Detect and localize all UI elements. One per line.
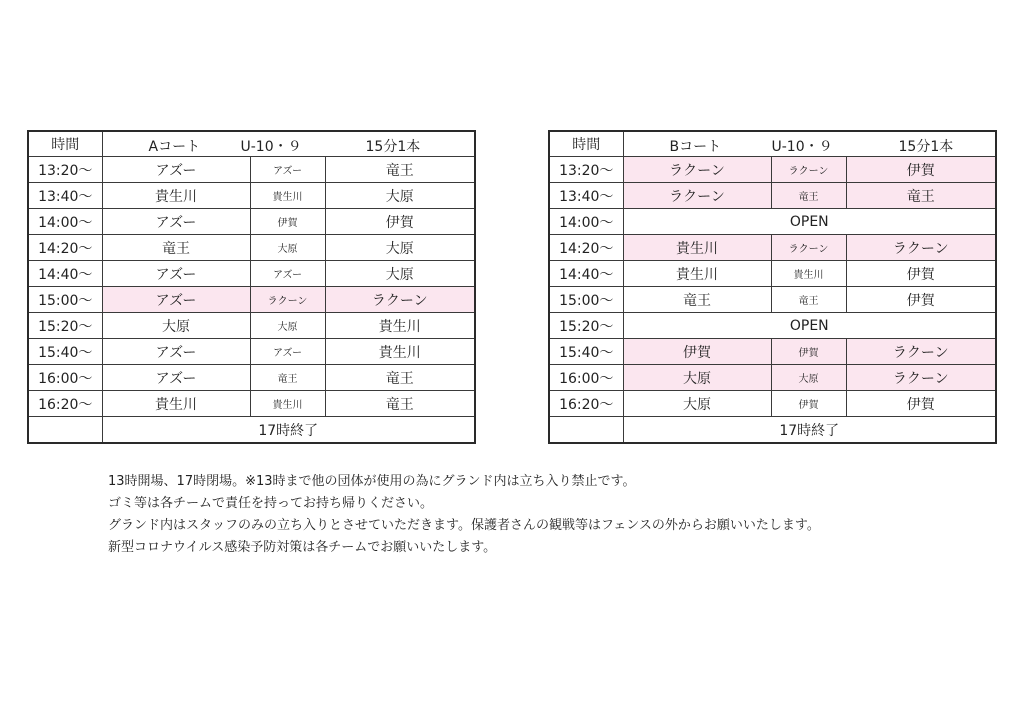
team-cell: 伊賀 xyxy=(846,157,996,183)
open-cell: OPEN xyxy=(623,313,996,339)
notes-section xyxy=(108,471,820,559)
team-cell: 竜王 xyxy=(102,235,250,261)
referee-cell: 伊賀 xyxy=(771,391,846,417)
time-cell: 15:00〜 xyxy=(28,287,102,313)
schedule-row xyxy=(549,365,996,391)
schedule-row xyxy=(28,183,475,209)
court-b-header-format: 15分1本 xyxy=(898,139,954,155)
time-cell: 16:20〜 xyxy=(28,391,102,417)
court-b-body xyxy=(549,131,996,443)
team-cell: 伊賀 xyxy=(623,339,771,365)
note-line: 13時開場、17時閉場。※13時まで他の団体が使用の為にグランド内は立ち入り禁止です。 xyxy=(108,474,636,489)
time-cell: 16:20〜 xyxy=(549,391,623,417)
time-cell: 14:20〜 xyxy=(28,235,102,261)
referee-cell: 竜王 xyxy=(771,183,846,209)
court-b-header-court: Bコート xyxy=(669,139,722,155)
schedule-row xyxy=(28,261,475,287)
court-b-header-time: 時間 xyxy=(549,131,623,157)
team-cell: 伊賀 xyxy=(846,287,996,313)
team-cell: ラクーン xyxy=(623,183,771,209)
footer-empty-cell xyxy=(28,417,102,444)
referee-cell: 伊賀 xyxy=(250,209,325,235)
referee-cell: 竜王 xyxy=(250,365,325,391)
note-line: ゴミ等は各チームで責任を持ってお持ち帰りください。 xyxy=(108,496,434,511)
referee-cell: アズー xyxy=(250,157,325,183)
court-a-header-format: 15分1本 xyxy=(365,139,421,155)
schedule-row xyxy=(549,391,996,417)
court-a-header-row xyxy=(28,131,475,157)
footer-empty-cell xyxy=(549,417,623,444)
time-cell: 16:00〜 xyxy=(549,365,623,391)
team-cell: アズー xyxy=(102,261,250,287)
team-cell: 大原 xyxy=(325,261,475,287)
schedule-row xyxy=(549,287,996,313)
schedule-row xyxy=(549,235,996,261)
referee-cell: 貴生川 xyxy=(250,183,325,209)
note-line: 新型コロナウイルス感染予防対策は各チームでお願いいたします。 xyxy=(108,540,497,555)
team-cell: 竜王 xyxy=(325,365,475,391)
team-cell: アズー xyxy=(102,157,250,183)
open-cell: OPEN xyxy=(623,209,996,235)
team-cell: アズー xyxy=(102,287,250,313)
time-cell: 14:20〜 xyxy=(549,235,623,261)
court-a-schedule-table xyxy=(27,130,476,444)
team-cell: アズー xyxy=(102,339,250,365)
schedule-row xyxy=(28,339,475,365)
schedule-row xyxy=(549,261,996,287)
team-cell: ラクーン xyxy=(325,287,475,313)
schedule-row xyxy=(28,235,475,261)
end-time-cell: 17時終了 xyxy=(102,417,475,444)
court-a-header-age: U-10・９ xyxy=(240,139,302,155)
schedule-row xyxy=(549,157,996,183)
referee-cell: 伊賀 xyxy=(771,339,846,365)
referee-cell: ラクーン xyxy=(771,157,846,183)
time-cell: 14:40〜 xyxy=(28,261,102,287)
schedule-row xyxy=(28,313,475,339)
team-cell: ラクーン xyxy=(846,339,996,365)
schedule-row xyxy=(28,209,475,235)
court-a-body xyxy=(28,131,475,443)
time-cell: 15:20〜 xyxy=(28,313,102,339)
team-cell: 伊賀 xyxy=(846,261,996,287)
team-cell: 竜王 xyxy=(623,287,771,313)
time-cell: 15:40〜 xyxy=(549,339,623,365)
time-cell: 15:20〜 xyxy=(549,313,623,339)
schedule-row xyxy=(28,391,475,417)
time-cell: 13:40〜 xyxy=(28,183,102,209)
time-cell: 13:20〜 xyxy=(28,157,102,183)
referee-cell: アズー xyxy=(250,261,325,287)
team-cell: アズー xyxy=(102,365,250,391)
schedule-row xyxy=(549,183,996,209)
schedule-row xyxy=(549,339,996,365)
team-cell: 大原 xyxy=(325,183,475,209)
time-cell: 13:20〜 xyxy=(549,157,623,183)
schedule-row xyxy=(28,365,475,391)
referee-cell: ラクーン xyxy=(771,235,846,261)
team-cell: 貴生川 xyxy=(325,339,475,365)
team-cell: 大原 xyxy=(325,235,475,261)
referee-cell: 貴生川 xyxy=(250,391,325,417)
team-cell: 貴生川 xyxy=(325,313,475,339)
court-a-header-time: 時間 xyxy=(28,131,102,157)
referee-cell: アズー xyxy=(250,339,325,365)
schedule-row xyxy=(28,157,475,183)
time-cell: 16:00〜 xyxy=(28,365,102,391)
referee-cell: 大原 xyxy=(250,235,325,261)
note-line: グランド内はスタッフのみの立ち入りとさせていただきます。保護者さんの観戦等はフェンスの外からお願いいたします。 xyxy=(108,518,820,533)
footer-row xyxy=(28,417,475,444)
team-cell: ラクーン xyxy=(846,235,996,261)
schedule-row xyxy=(28,287,475,313)
referee-cell: 竜王 xyxy=(771,287,846,313)
court-b-header-age: U-10・９ xyxy=(771,139,833,155)
court-b-schedule-table xyxy=(548,130,997,444)
referee-cell: 大原 xyxy=(250,313,325,339)
time-cell: 14:00〜 xyxy=(28,209,102,235)
referee-cell: 貴生川 xyxy=(771,261,846,287)
court-b-header-info xyxy=(623,131,996,157)
team-cell: アズー xyxy=(102,209,250,235)
team-cell: 竜王 xyxy=(325,157,475,183)
time-cell: 14:00〜 xyxy=(549,209,623,235)
team-cell: ラクーン xyxy=(846,365,996,391)
court-a-header-court: Aコート xyxy=(148,139,201,155)
time-cell: 13:40〜 xyxy=(549,183,623,209)
team-cell: 大原 xyxy=(623,391,771,417)
time-cell: 15:00〜 xyxy=(549,287,623,313)
team-cell: 貴生川 xyxy=(102,183,250,209)
referee-cell: ラクーン xyxy=(250,287,325,313)
time-cell: 14:40〜 xyxy=(549,261,623,287)
referee-cell: 大原 xyxy=(771,365,846,391)
footer-row xyxy=(549,417,996,444)
team-cell: 貴生川 xyxy=(623,235,771,261)
team-cell: 竜王 xyxy=(846,183,996,209)
team-cell: 竜王 xyxy=(325,391,475,417)
time-cell: 15:40〜 xyxy=(28,339,102,365)
team-cell: 伊賀 xyxy=(325,209,475,235)
schedule-row xyxy=(549,209,996,235)
team-cell: 伊賀 xyxy=(846,391,996,417)
schedule-row xyxy=(549,313,996,339)
end-time-cell: 17時終了 xyxy=(623,417,996,444)
team-cell: 大原 xyxy=(623,365,771,391)
court-b-header-row xyxy=(549,131,996,157)
team-cell: 貴生川 xyxy=(102,391,250,417)
team-cell: ラクーン xyxy=(623,157,771,183)
court-a-header-info xyxy=(102,131,475,157)
team-cell: 貴生川 xyxy=(623,261,771,287)
team-cell: 大原 xyxy=(102,313,250,339)
